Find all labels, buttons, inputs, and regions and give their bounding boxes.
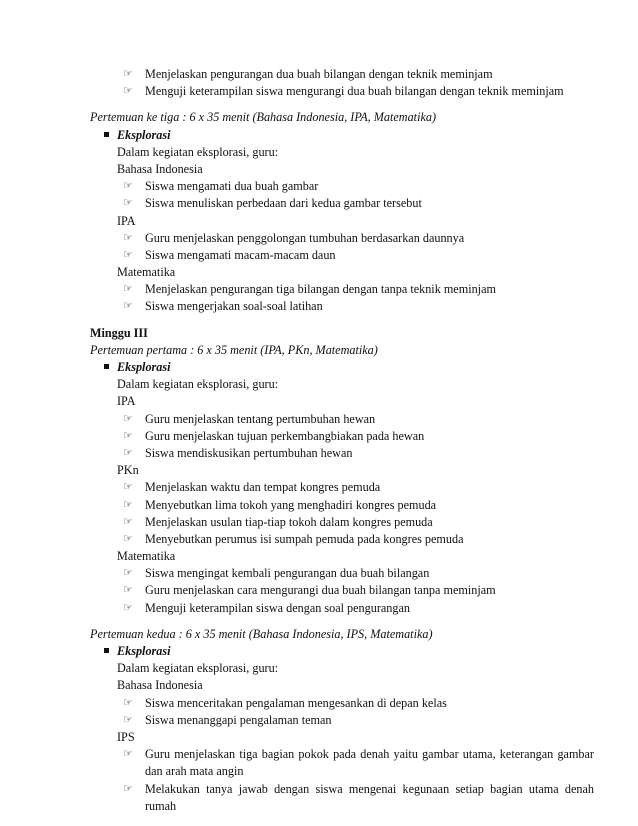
list-item: ☞ Siswa mengamati dua buah gambar	[0, 178, 638, 195]
subject-name: PKn	[117, 463, 139, 478]
section-heading: Pertemuan ke tiga : 6 x 35 menit (Bahasa Indonesia, IPA, Matematika)	[90, 110, 437, 125]
square-bullet-icon	[104, 648, 109, 653]
week-heading: Minggu III	[90, 325, 148, 340]
eksplorasi-label: Eksplorasi	[0, 127, 638, 144]
pointing-hand-icon: ☞	[123, 532, 133, 545]
list-item: ☞ Menjelaskan pengurangan tiga bilangan dengan tanpa teknik meminjam	[0, 281, 638, 298]
pointing-hand-icon: ☞	[123, 412, 133, 425]
list-item: ☞ Menjelaskan usulan tiap-tiap tokoh dalam kongres pemuda	[0, 514, 638, 531]
list-item: ☞ Melakukan tanya jawab dengan siswa mengenai kegunaan setiap bagian utama denah rumah	[123, 781, 594, 813]
list-item: ☞ Menguji keterampilan siswa dengan soal pengurangan	[0, 600, 638, 617]
pointing-hand-icon: ☞	[123, 231, 133, 244]
pointing-hand-icon: ☞	[123, 300, 133, 313]
subject-name: Bahasa Indonesia	[117, 161, 203, 176]
list-item: ☞ Menjelaskan pengurangan dua buah bilangan dengan teknik meminjam	[0, 66, 638, 83]
eksplorasi-label: Eksplorasi	[0, 643, 638, 660]
pointing-hand-icon: ☞	[123, 283, 133, 296]
list-item: ☞ Guru menjelaskan tentang pertumbuhan hewan	[0, 411, 638, 428]
pointing-hand-icon: ☞	[123, 584, 133, 597]
list-item: ☞ Siswa menuliskan perbedaan dari kedua gambar tersebut	[0, 195, 638, 212]
subject-name: Matematika	[117, 549, 176, 564]
list-item: ☞ Menyebutkan lima tokoh yang menghadiri kongres pemuda	[0, 497, 638, 514]
pointing-hand-icon: ☞	[123, 696, 133, 709]
pointing-hand-icon: ☞	[123, 180, 133, 193]
pointing-hand-icon: ☞	[123, 446, 133, 459]
pointing-hand-icon: ☞	[123, 481, 133, 494]
pointing-hand-icon: ☞	[123, 197, 133, 210]
pointing-hand-icon: ☞	[123, 85, 133, 98]
pointing-hand-icon: ☞	[123, 782, 133, 795]
list-item: ☞ Guru menjelaskan tiga bagian pokok pada denah yaitu gambar utama, keterangan gambar dan arah mata angin	[123, 747, 594, 779]
list-item: ☞ Siswa menanggapi pengalaman teman	[0, 712, 638, 729]
pointing-hand-icon: ☞	[123, 748, 133, 761]
intro-text: Dalam kegiatan eksplorasi, guru:	[117, 144, 279, 159]
subject-name: IPS	[117, 729, 135, 744]
intro-text: Dalam kegiatan eksplorasi, guru:	[117, 661, 279, 676]
section-heading: Pertemuan kedua : 6 x 35 menit (Bahasa Indonesia, IPS, Matematika)	[90, 626, 433, 641]
square-bullet-icon	[104, 132, 109, 137]
list-item: ☞ Menguji keterampilan siswa mengurangi dua buah bilangan dengan teknik meminjam	[0, 83, 638, 100]
section-heading: Pertemuan pertama : 6 x 35 menit (IPA, PKn, Matematika)	[90, 342, 378, 357]
subject-name: Matematika	[117, 265, 176, 280]
pointing-hand-icon: ☞	[123, 567, 133, 580]
pointing-hand-icon: ☞	[123, 713, 133, 726]
subject-name: Bahasa Indonesia	[117, 678, 203, 693]
subject-name: IPA	[117, 213, 136, 228]
pointing-hand-icon: ☞	[123, 498, 133, 511]
pointing-hand-icon: ☞	[123, 601, 133, 614]
pointing-hand-icon: ☞	[123, 68, 133, 80]
list-item: ☞ Siswa mengerjakan soal-soal latihan	[0, 298, 638, 315]
list-item: ☞ Siswa mengingat kembali pengurangan dua buah bilangan	[0, 565, 638, 582]
list-item: ☞ Guru menjelaskan tujuan perkembangbiakan pada hewan	[0, 428, 638, 445]
list-item: ☞ Guru menjelaskan penggolongan tumbuhan berdasarkan daunnya	[0, 230, 638, 247]
list-item: ☞ Menjelaskan waktu dan tempat kongres pemuda	[0, 479, 638, 496]
list-item: ☞ Siswa mengamati macam-macam daun	[0, 247, 638, 264]
list-item: ☞ Siswa mendiskusikan pertumbuhan hewan	[0, 445, 638, 462]
document-page	[0, 66, 638, 815]
list-item: ☞ Guru menjelaskan cara mengurangi dua buah bilangan tanpa meminjam	[0, 582, 638, 599]
list-item: ☞ Siswa menceritakan pengalaman mengesankan di depan kelas	[0, 695, 638, 712]
pointing-hand-icon: ☞	[123, 248, 133, 261]
square-bullet-icon	[104, 364, 109, 369]
eksplorasi-label: Eksplorasi	[0, 359, 638, 376]
pointing-hand-icon: ☞	[123, 515, 133, 528]
subject-name: IPA	[117, 394, 136, 409]
intro-text: Dalam kegiatan eksplorasi, guru:	[117, 377, 279, 392]
list-item: ☞ Menyebutkan perumus isi sumpah pemuda pada kongres pemuda	[0, 531, 638, 548]
pointing-hand-icon: ☞	[123, 429, 133, 442]
